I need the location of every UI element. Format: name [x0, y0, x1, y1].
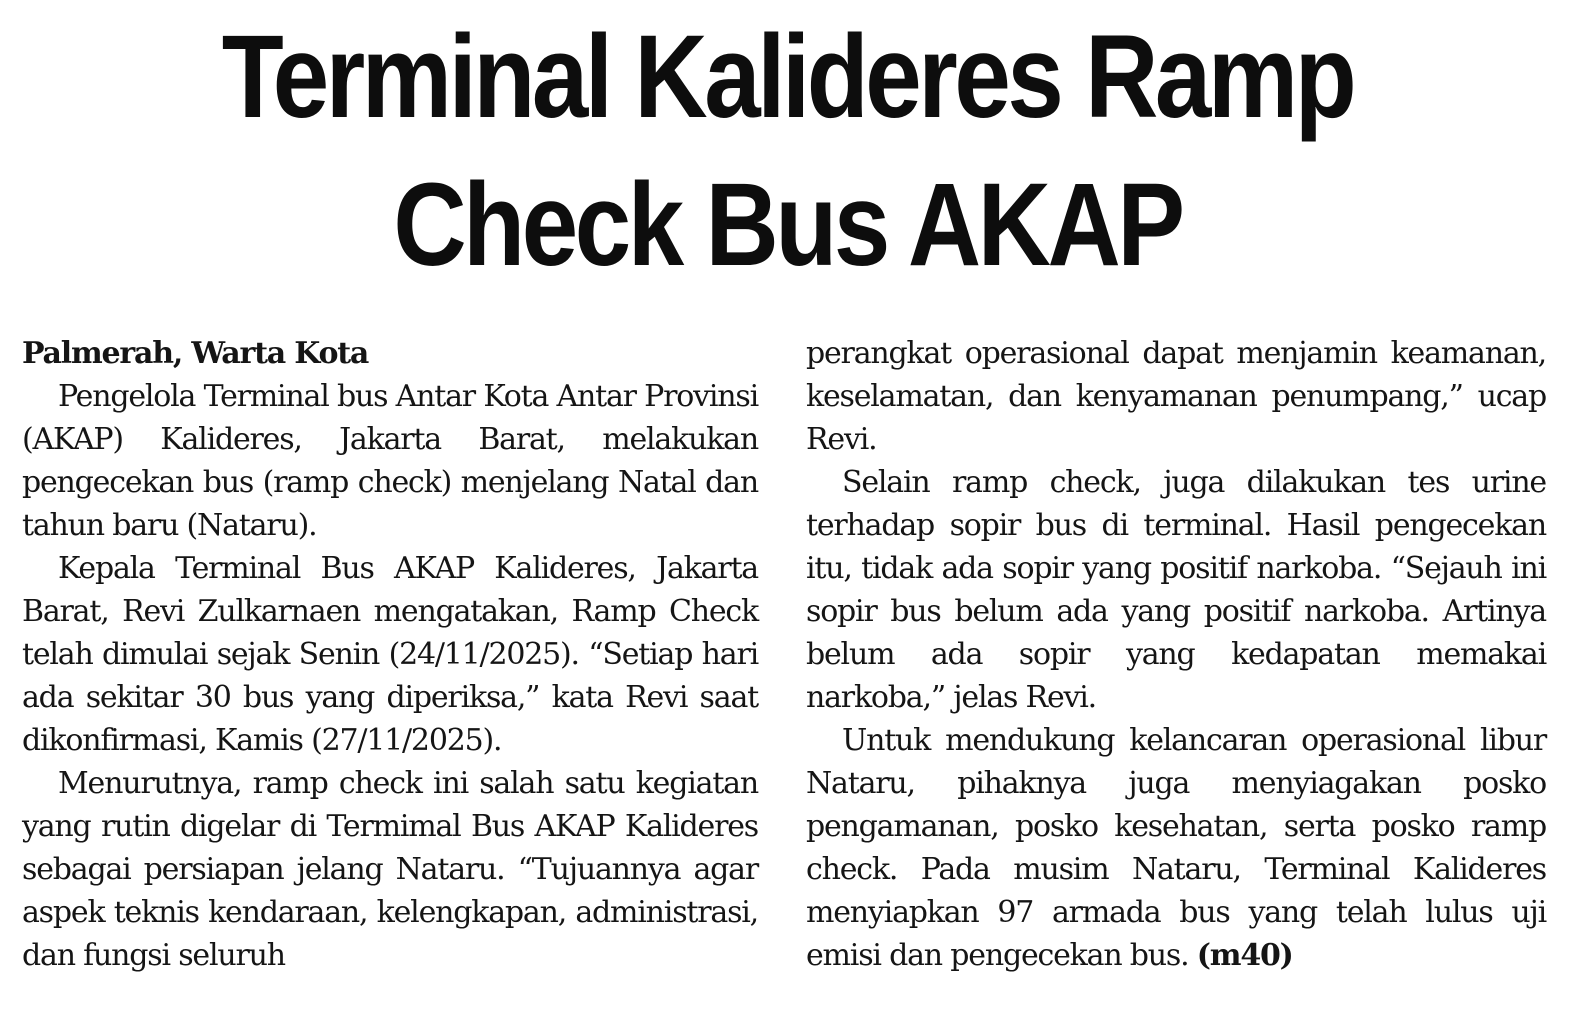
article-column-left — [22, 332, 758, 977]
paragraph: Menurutnya, ramp check ini salah satu kegiatan yang rutin digelar di Termimal Bus AKAP Kalideres sebagai persiapan jelang Nataru. “Tujuannya agar aspek teknis kendaraan, kelengkapan, administrasi, dan fungsi seluruh — [22, 766, 758, 973]
byline: (m40) — [1196, 938, 1293, 973]
paragraph: Pengelola Terminal bus Antar Kota Antar Provinsi (AKAP) Kalideres, Jakarta Barat, melakukan pengecekan bus (ramp check) menjelang Natal dan tahun baru (Nataru). — [22, 379, 758, 543]
paragraph-continued: perangkat operasional dapat menjamin keamanan, keselamatan, dan kenyamanan penumpang,” ucap Revi. — [806, 336, 1546, 457]
paragraph-text: Untuk mendukung kelancaran operasional libur Nataru, pihaknya juga menyiagakan posko pengamanan, posko kesehatan, serta posko ramp check. Pada musim Nataru, Terminal Kalideres menyiapkan 97 armada bus yang telah lulus uji emisi dan pengecekan bus. — [806, 723, 1546, 973]
article-column-right — [806, 332, 1546, 977]
paragraph: Kepala Terminal Bus AKAP Kalideres, Jakarta Barat, Revi Zulkarnaen mengatakan, Ramp Check telah dimulai sejak Senin (24/11/2025). “Setiap hari ada sekitar 30 bus yang diperiksa,” kata Revi saat dikonfirmasi, Kamis (27/11/2025). — [22, 551, 758, 758]
headline-line-2: Check Bus AKAP — [393, 159, 1182, 291]
headline-line-1: Terminal Kalideres Ramp — [221, 11, 1354, 143]
paragraph-final — [806, 719, 1546, 977]
paragraph: Selain ramp check, juga dilakukan tes urine terhadap sopir bus di terminal. Hasil pengecekan itu, tidak ada sopir yang positif narkoba. “Sejauh ini sopir bus belum ada yang positif narkoba. Artinya belum ada sopir yang kedapatan memakai narkoba,” jelas Revi. — [806, 465, 1546, 715]
dateline: Palmerah, Warta Kota — [22, 336, 369, 371]
